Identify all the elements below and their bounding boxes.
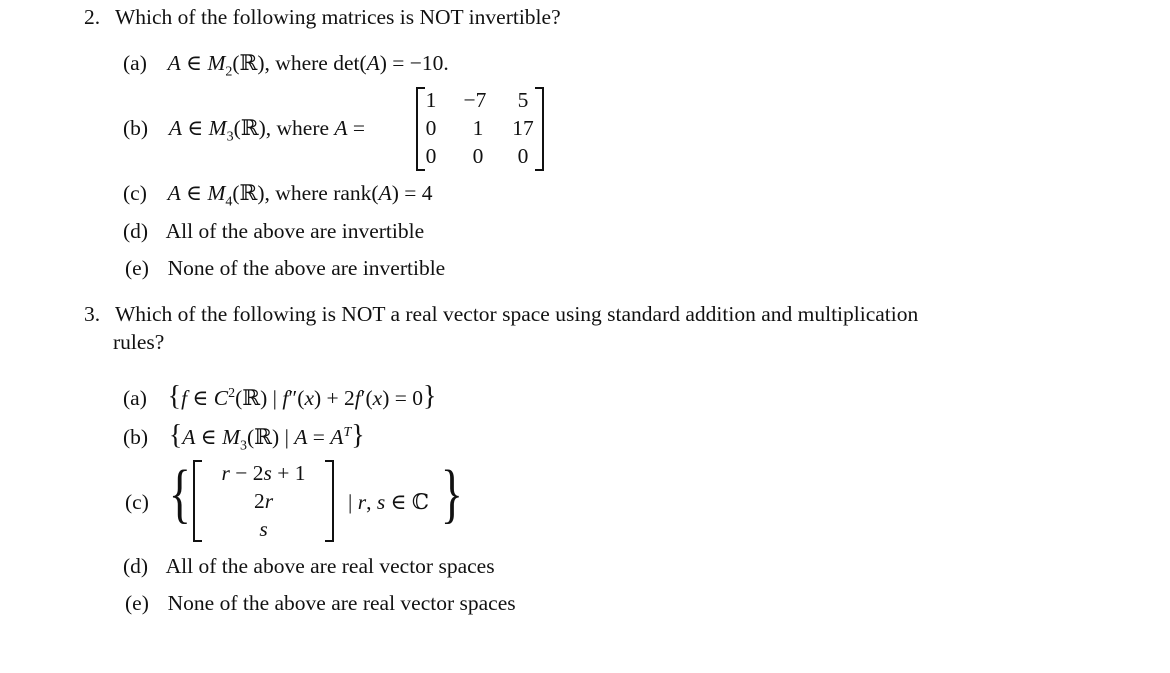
open-brace: { <box>167 381 182 412</box>
math-text: − 2 <box>229 461 264 485</box>
math-var: s <box>376 490 386 514</box>
math-symbol: ∈ <box>187 386 214 410</box>
math-subscript: 2 <box>225 64 233 80</box>
math-var: A <box>182 425 196 449</box>
close-brace: } <box>440 457 463 530</box>
matrix-cell: 1 <box>472 116 484 140</box>
option-label: (c) <box>123 181 147 205</box>
math-text: ) = 0 <box>382 386 423 410</box>
matrix-cell: 17 <box>512 116 534 140</box>
math-var: A <box>294 425 308 449</box>
math-var: s <box>259 517 268 541</box>
matrix-right-bracket <box>535 87 544 171</box>
math-var: f <box>354 386 361 410</box>
math-var: s <box>263 461 272 485</box>
math-text: ) + 2 <box>313 386 355 410</box>
q2-option-e <box>125 256 445 281</box>
math-var: C <box>213 386 229 410</box>
vector-right-bracket <box>325 460 334 542</box>
option-label: (b) <box>123 425 149 449</box>
matrix-cell: 0 <box>425 116 437 140</box>
option-text: None of the above are real vector spaces <box>167 591 516 615</box>
vector-left-bracket <box>193 460 202 542</box>
close-brace: } <box>351 420 365 451</box>
option-label: (d) <box>123 554 149 578</box>
q3-option-b <box>123 420 365 454</box>
math-text: , where rank( <box>264 181 379 205</box>
math-text: (ℝ) <box>233 116 266 140</box>
math-var: r <box>357 490 367 514</box>
q3-option-e <box>125 591 516 616</box>
open-brace: { <box>168 420 183 451</box>
math-var: M <box>207 181 226 205</box>
q2-b-matrix <box>416 87 544 171</box>
q2-option-c <box>123 181 433 210</box>
math-subscript: 3 <box>240 438 248 454</box>
math-text: , <box>366 490 377 514</box>
math-text: ∈ ℂ <box>385 490 429 514</box>
open-brace: { <box>168 457 191 530</box>
math-var: x <box>304 386 314 410</box>
math-text: , where det( <box>264 51 367 75</box>
math-var: A <box>167 181 181 205</box>
math-symbol: = <box>352 116 366 140</box>
math-superscript: 2 <box>228 385 236 401</box>
math-var: A <box>378 181 392 205</box>
q2-option-a <box>123 51 449 80</box>
math-text: ) = 4 <box>391 181 433 205</box>
math-var: f <box>282 386 289 410</box>
option-label: (e) <box>125 591 149 615</box>
math-var: r <box>264 489 274 513</box>
vector-entry <box>207 517 320 542</box>
math-var: A <box>167 51 181 75</box>
math-var: f <box>181 386 188 410</box>
math-var: M <box>207 51 226 75</box>
math-symbol: ∈ <box>187 116 204 140</box>
math-text: (ℝ) | <box>235 386 283 410</box>
close-brace: } <box>422 381 437 412</box>
math-text: (ℝ) | <box>247 425 295 449</box>
q2-option-d <box>123 219 424 244</box>
math-text: | <box>348 490 358 514</box>
math-var: M <box>208 116 227 140</box>
math-var: M <box>222 425 241 449</box>
option-label: (a) <box>123 386 147 410</box>
math-symbol: ∈ <box>186 51 203 75</box>
math-subscript: 4 <box>225 194 233 210</box>
math-text: (ℝ) <box>232 181 265 205</box>
question-2-text: Which of the following matrices is NOT invertible? <box>115 5 561 29</box>
q2-option-b <box>123 116 365 145</box>
option-label: (e) <box>125 256 149 280</box>
math-var: x <box>372 386 383 410</box>
question-2-number: 2. <box>84 5 101 29</box>
math-text: 2 <box>253 489 265 513</box>
option-label: (b) <box>123 116 149 140</box>
vector-entry <box>207 461 320 486</box>
q3-option-a <box>123 381 436 413</box>
option-label: (c) <box>125 490 149 514</box>
matrix-cell: −7 <box>463 88 487 112</box>
option-text: None of the above are invertible <box>167 256 446 280</box>
q3-c-vector <box>193 460 334 542</box>
math-superscript: T <box>343 424 352 440</box>
math-text: (ℝ) <box>232 51 265 75</box>
question-3-text-line1: Which of the following is NOT a real vector space using standard addition and multiplication <box>115 302 919 326</box>
math-symbol: ∈ <box>186 181 203 205</box>
q3-option-d <box>123 554 495 579</box>
matrix-cell: 0 <box>517 144 529 168</box>
math-symbol: = <box>307 425 331 449</box>
math-symbol: ∈ <box>195 425 223 449</box>
option-text: All of the above are real vector spaces <box>165 554 495 578</box>
question-3-number: 3. <box>84 302 101 326</box>
option-label: (d) <box>123 219 149 243</box>
math-text: ″( <box>288 386 305 410</box>
option-label: (a) <box>123 51 147 75</box>
math-text: ′( <box>360 386 373 410</box>
matrix-cell: 5 <box>517 88 529 112</box>
question-3-text-line2: rules? <box>113 330 165 354</box>
matrix-cell: 0 <box>425 144 437 168</box>
math-var: A <box>330 425 344 449</box>
matrix-cell: 0 <box>472 144 484 168</box>
math-text: + 1 <box>271 461 306 485</box>
math-var: A <box>334 116 348 140</box>
vector-entry <box>207 489 320 514</box>
math-var: A <box>168 116 182 140</box>
math-subscript: 3 <box>226 129 234 145</box>
math-text: , where <box>265 116 335 140</box>
q3-c-condition <box>348 490 429 515</box>
math-var: r <box>221 461 230 485</box>
math-var: A <box>366 51 380 75</box>
math-text: ) = −10. <box>379 51 449 75</box>
option-text: All of the above are invertible <box>165 219 425 243</box>
matrix-cell: 1 <box>425 88 437 112</box>
